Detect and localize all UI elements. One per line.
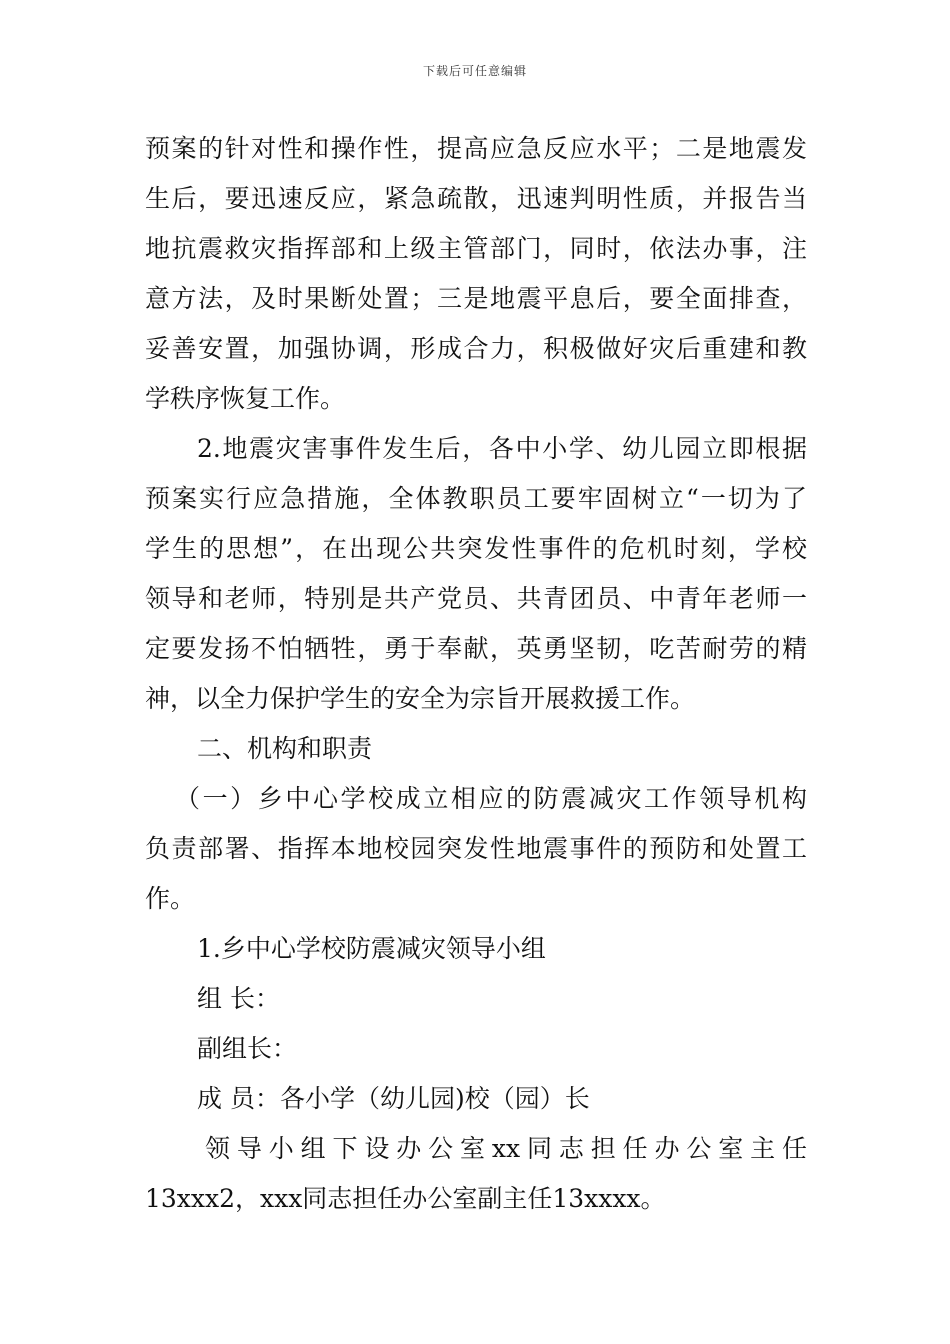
text-line: 领导和老师，特别是共产党员、共青团员、中青年老师一 xyxy=(145,584,807,613)
text-line: 预案的针对性和操作性，提高应急反应水平；二是地震发 xyxy=(145,134,807,163)
group-leader-line: 组 长： xyxy=(197,984,280,1013)
text-line: 预案实行应急措施，全体教职员工要牢固树立“一切为了 xyxy=(145,484,807,513)
text-line: 作。 xyxy=(145,884,196,913)
text-line: 领导小组下设办公室xx同志担任办公室主任 xyxy=(205,1134,807,1163)
text-line: 神，以全力保护学生的安全为宗旨开展救援工作。 xyxy=(145,684,696,713)
members-line: 成 员：各小学（幼儿园)校（园）长 xyxy=(197,1084,590,1113)
section-heading: 二、机构和职责 xyxy=(197,734,373,763)
text-line: 13xxx2，xxx同志担任办公室副主任13xxxx。 xyxy=(145,1184,666,1213)
text-line: 定要发扬不怕牺牲，勇于奉献，英勇坚韧，吃苦耐劳的精 xyxy=(145,634,807,663)
text-line: 2.地震灾害事件发生后，各中小学、幼儿园立即根据 xyxy=(197,434,807,463)
text-line: 地抗震救灾指挥部和上级主管部门，同时，依法办事，注 xyxy=(145,234,807,263)
text-line: 学生的思想”，在出现公共突发性事件的危机时刻，学校 xyxy=(145,534,807,563)
text-line: 负责部署、指挥本地校园突发性地震事件的预防和处置工 xyxy=(145,834,807,863)
text-line: 意方法，及时果断处置；三是地震平息后，要全面排查， xyxy=(145,284,807,313)
text-line: （一）乡中心学校成立相应的防震减灾工作领导机构 xyxy=(175,784,807,813)
subsection-heading: 1.乡中心学校防震减灾领导小组 xyxy=(197,934,546,963)
document-body xyxy=(145,124,807,1224)
text-line: 妥善安置，加强协调，形成合力，积极做好灾后重建和教 xyxy=(145,334,807,363)
text-line: 生后，要迅速反应，紧急疏散，迅速判明性质，并报告当 xyxy=(145,184,807,213)
text-line: 学秩序恢复工作。 xyxy=(145,384,346,413)
deputy-leader-line: 副组长： xyxy=(197,1034,298,1063)
page-header: 下载后可任意编辑 xyxy=(422,64,527,78)
